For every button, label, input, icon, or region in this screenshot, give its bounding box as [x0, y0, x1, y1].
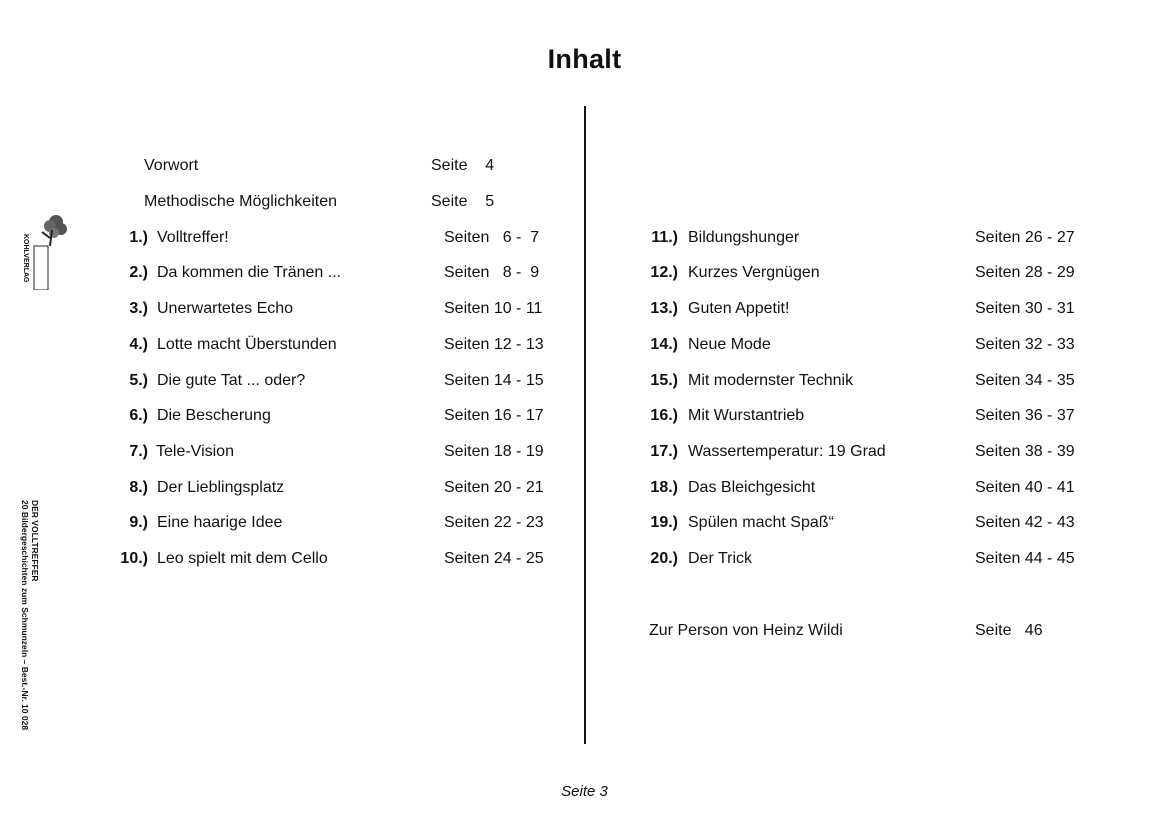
- toc-pages: Seiten 20 - 21: [444, 479, 544, 496]
- toc-number: 12.): [650, 264, 678, 281]
- toc-pages: Seiten 26 - 27: [975, 229, 1075, 246]
- toc-entry-methods: [97, 191, 567, 213]
- toc-entry: [110, 334, 580, 356]
- toc-pages: Seiten 32 - 33: [975, 336, 1075, 353]
- toc-number: 5.): [129, 372, 148, 389]
- toc-entry-preface: [97, 155, 567, 177]
- toc-label: Neue Mode: [688, 336, 771, 353]
- page-number: Seite 3: [561, 783, 608, 800]
- sidebar-publisher-info: [2, 200, 82, 731]
- toc-label: Die gute Tat ... oder?: [157, 372, 306, 389]
- toc-number: 16.): [650, 407, 678, 424]
- toc-entry: [640, 548, 1110, 570]
- toc-pages: Seiten 42 - 43: [975, 514, 1075, 531]
- toc-number: 19.): [650, 514, 678, 531]
- toc-number: 20.): [650, 550, 678, 567]
- toc-number: 15.): [650, 372, 678, 389]
- toc-entry: [110, 477, 580, 499]
- toc-entry: [110, 548, 580, 570]
- toc-entry: [110, 405, 580, 427]
- toc-entry: [640, 405, 1110, 427]
- toc-entry: [110, 512, 580, 534]
- toc-label: Der Trick: [688, 550, 752, 567]
- toc-entry: [640, 298, 1110, 320]
- toc-number: 18.): [650, 479, 678, 496]
- toc-number: 4.): [129, 336, 148, 353]
- toc-label: Tele-Vision: [156, 443, 234, 460]
- toc-pages: Seiten 22 - 23: [444, 514, 544, 531]
- toc-number: 6.): [129, 407, 148, 424]
- toc-pages: Seite 5: [431, 193, 495, 210]
- book-title: DER VOLLTREFFER: [30, 500, 40, 582]
- toc-entry: [640, 334, 1110, 356]
- logo-text: KOHLVERLAG: [22, 234, 29, 283]
- toc-pages: Seiten 10 - 11: [444, 300, 543, 317]
- toc-pages: Seiten 14 - 15: [444, 372, 544, 389]
- toc-number: 3.): [129, 300, 148, 317]
- toc-label: Da kommen die Tränen ...: [157, 264, 342, 281]
- toc-entry: [640, 227, 1110, 249]
- toc-label: Kurzes Vergnügen: [688, 264, 820, 281]
- toc-entry-author: [640, 620, 1110, 642]
- toc-label: Leo spielt mit dem Cello: [157, 550, 328, 567]
- toc-label: Vorwort: [144, 157, 199, 174]
- toc-number: 14.): [650, 336, 678, 353]
- toc-pages: Seiten 36 - 37: [975, 407, 1075, 424]
- toc-pages: Seiten 24 - 25: [444, 550, 544, 567]
- toc-number: 11.): [651, 229, 678, 246]
- toc-pages: Seiten 18 - 19: [444, 443, 544, 460]
- toc-label: Wassertemperatur: 19 Grad: [688, 443, 886, 460]
- toc-pages: Seiten 44 - 45: [975, 550, 1075, 567]
- toc-label: Volltreffer!: [157, 229, 229, 246]
- toc-pages: Seiten 34 - 35: [975, 372, 1075, 389]
- toc-label: Zur Person von Heinz Wildi: [649, 622, 843, 639]
- toc-pages: Seiten 30 - 31: [975, 300, 1075, 317]
- book-info: [18, 500, 40, 790]
- toc-entry: [110, 227, 580, 249]
- toc-number: 9.): [129, 514, 148, 531]
- toc-number: 8.): [129, 479, 148, 496]
- book-subtitle: 20 Bildergeschichten zum Schmunzeln – Best.-Nr. 10 028: [20, 500, 30, 731]
- toc-entry: [640, 441, 1110, 463]
- column-divider: [584, 106, 586, 744]
- toc-pages: Seiten 40 - 41: [975, 479, 1075, 496]
- toc-number: 2.): [129, 264, 148, 281]
- page-title: Inhalt: [547, 44, 622, 74]
- toc-label: Unerwartetes Echo: [157, 300, 294, 317]
- toc-entry: [640, 370, 1110, 392]
- toc-entry: [640, 477, 1110, 499]
- tree-logo-icon: [30, 212, 70, 290]
- toc-pages: Seite 46: [975, 622, 1043, 639]
- toc-label: Guten Appetit!: [688, 300, 790, 317]
- toc-pages: Seite 4: [431, 157, 495, 174]
- toc-label: Mit modernster Technik: [688, 372, 854, 389]
- toc-entry: [110, 298, 580, 320]
- toc-entry: [110, 370, 580, 392]
- toc-entry: [110, 262, 580, 284]
- toc-pages: Seiten 16 - 17: [444, 407, 544, 424]
- toc-entry: [640, 512, 1110, 534]
- toc-pages: Seiten 12 - 13: [444, 336, 544, 353]
- toc-label: Das Bleichgesicht: [688, 479, 816, 496]
- toc-label: Methodische Möglichkeiten: [144, 193, 337, 210]
- toc-entry: [110, 441, 580, 463]
- toc-pages: Seiten 6 - 7: [444, 229, 540, 246]
- toc-label: Lotte macht Überstunden: [157, 336, 337, 353]
- toc-label: Die Bescherung: [157, 407, 271, 424]
- toc-label: Bildungshunger: [688, 229, 800, 246]
- toc-number: 13.): [650, 300, 678, 317]
- toc-pages: Seiten 28 - 29: [975, 264, 1075, 281]
- toc-pages: Seiten 8 - 9: [444, 264, 540, 281]
- toc-label: Spülen macht Spaß“: [688, 514, 834, 531]
- toc-number: 7.): [129, 443, 148, 460]
- toc-label: Mit Wurstantrieb: [688, 407, 805, 424]
- toc-entry: [640, 262, 1110, 284]
- toc-label: Eine haarige Idee: [157, 514, 283, 531]
- toc-label: Der Lieblingsplatz: [157, 479, 285, 496]
- toc-number: 10.): [120, 550, 148, 567]
- toc-pages: Seiten 38 - 39: [975, 443, 1075, 460]
- toc-number: 1.): [129, 229, 148, 246]
- toc-number: 17.): [650, 443, 678, 460]
